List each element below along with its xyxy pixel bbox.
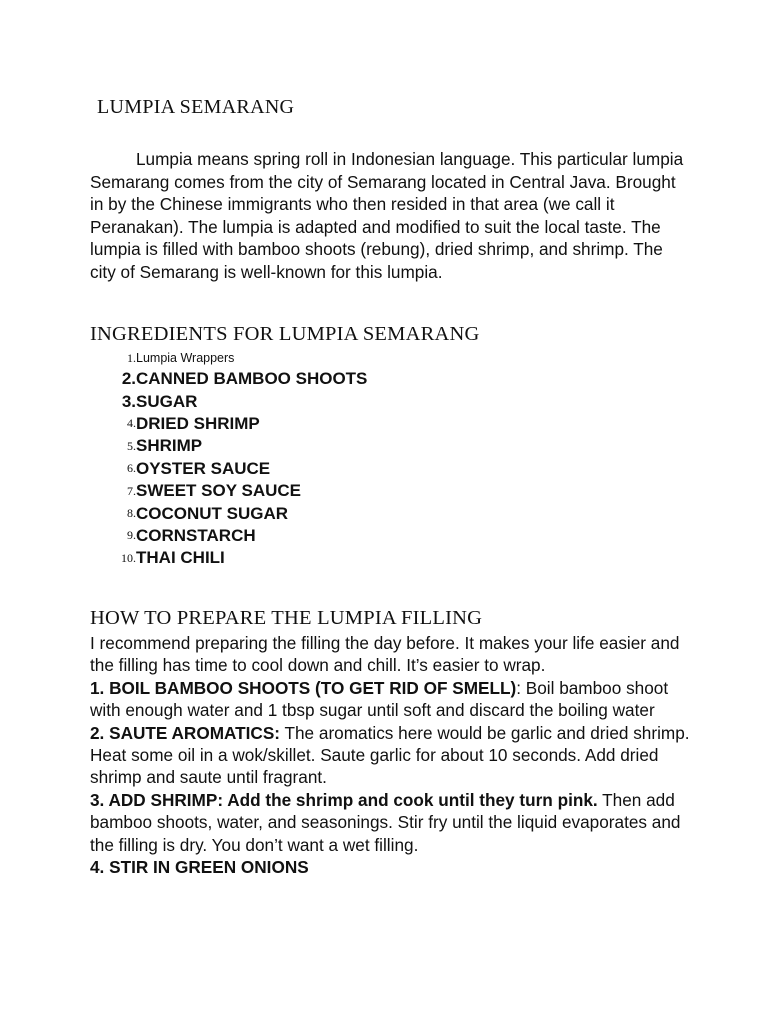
list-number: 6. (127, 461, 136, 476)
list-number: 3. (121, 391, 136, 411)
list-number: 10. (121, 550, 136, 565)
list-item (90, 348, 367, 368)
ingredient-text: SWEET SOY SAUCE (136, 481, 301, 501)
list-item (90, 390, 367, 412)
list-number: 9. (127, 528, 136, 543)
step-label: 2. SAUTE AROMATICS: (90, 722, 281, 743)
list-number: 7. (127, 483, 136, 498)
ingredient-text: SHRIMP (136, 436, 203, 456)
step-paragraph (90, 856, 690, 878)
ingredient-text: OYSTER SAUCE (136, 458, 271, 478)
step-label: 4. STIR IN GREEN ONIONS (90, 857, 309, 878)
preparation-heading: HOW TO PREPARE THE LUMPIA FILLING (90, 607, 483, 629)
step-text: Then add bamboo shoots, water, and seasonings. Stir fry until the liquid evaporates and the filling is dry. You don’t want a wet filling. (90, 789, 681, 855)
list-item (90, 435, 367, 457)
step-text: The aromatics here would be garlic and dried shrimp. Heat some oil in a wok/skillet. Saute garlic for about 10 seconds. Add dried shrimp and saute until fragrant. (90, 722, 690, 788)
list-item (90, 502, 367, 524)
ingredient-text: Lumpia Wrappers (136, 351, 235, 365)
list-number: 8. (127, 506, 136, 521)
list-number: 1. (127, 350, 136, 365)
page-title: LUMPIA SEMARANG (97, 96, 295, 118)
step-paragraph (90, 677, 690, 722)
ingredient-text: CORNSTARCH (136, 525, 256, 545)
list-item (90, 458, 367, 480)
list-item (90, 368, 367, 390)
ingredients-list (90, 348, 367, 570)
preparation-intro: I recommend preparing the filling the day before. It makes your life easier and the filling has time to cool down and chill. It’s easier to wrap. (90, 633, 680, 676)
ingredient-text: COCONUT SUGAR (136, 503, 289, 523)
step-text: : Boil bamboo shoot with enough water and 1 tbsp sugar until soft and discard the boiling water (90, 677, 669, 721)
intro-paragraph (90, 148, 690, 283)
step-label: 1. BOIL BAMBOO SHOOTS (TO GET RID OF SMELL) (90, 677, 517, 698)
ingredients-heading: INGREDIENTS FOR LUMPIA SEMARANG (90, 323, 480, 345)
list-item (90, 547, 367, 569)
list-number: 4. (127, 416, 136, 431)
list-number: 5. (127, 438, 136, 453)
ingredient-text: DRIED SHRIMP (136, 413, 260, 433)
step-paragraph (90, 722, 690, 789)
list-item (90, 480, 367, 502)
preparation-section (90, 632, 690, 878)
list-item (90, 525, 367, 547)
step-paragraph (90, 789, 690, 856)
ingredient-text: THAI CHILI (136, 548, 225, 568)
intro-text: Lumpia means spring roll in Indonesian language. This particular lumpia Semarang comes from the city of Semarang located in Central Java. Brought in by the Chinese immigrants who then resided in that area (we call it Peranakan). The lumpia is adapted and modified to suit the local taste. The lumpia is filled with bamboo shoots (rebung), dried shrimp, and shrimp. The city of Semarang is well-known for this lumpia. (90, 149, 684, 282)
ingredient-text: SUGAR (136, 391, 198, 411)
list-item (90, 413, 367, 435)
list-number: 2. (121, 369, 136, 389)
step-label: 3. ADD SHRIMP: Add the shrimp and cook until they turn pink. (90, 789, 598, 810)
ingredient-text: CANNED BAMBOO SHOOTS (136, 369, 368, 389)
